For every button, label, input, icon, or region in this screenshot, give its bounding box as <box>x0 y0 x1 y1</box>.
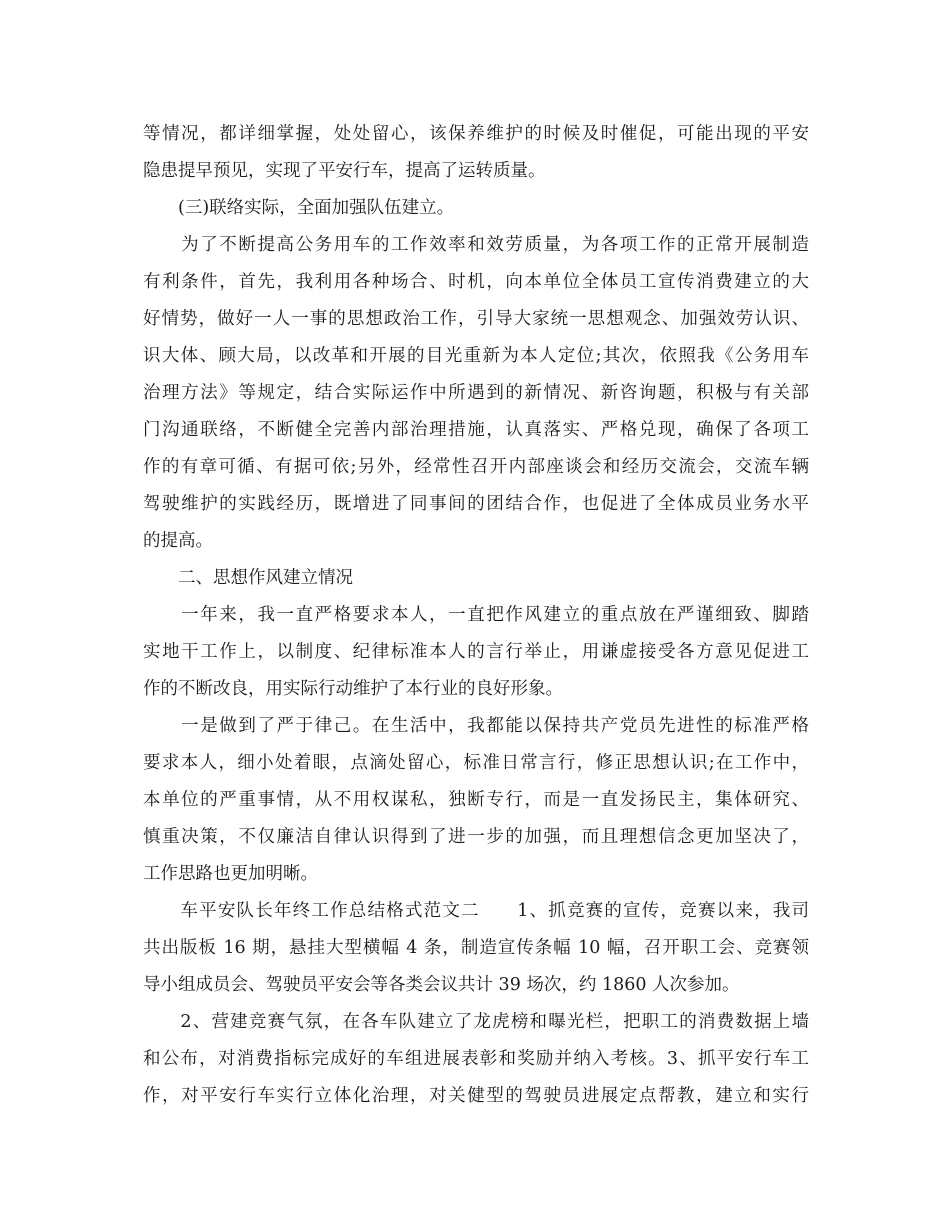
text-line: 驾驶维护的实践经历，既增进了同事间的团结合作，也促进了全体成员业务水平 <box>143 494 809 514</box>
text-line: 有利条件，首先，我利用各种场合、时机，向本单位全体员工宣传消费建立的大 <box>143 272 809 292</box>
text-line: 治理方法》等规定，结合实际运作中所遇到的新情况、新咨询题，积极与有关部 <box>143 383 809 403</box>
text-line: 作的不断改良，用实际行动维护了本行业的良好形象。 <box>143 679 563 699</box>
text-line: 隐患提早预见，实现了平安行车，提高了运转质量。 <box>143 161 546 181</box>
text-line: 一是做到了严于律己。在生活中，我都能以保持共产党员先进性的标准严格 <box>143 716 809 736</box>
text-line: 一年来，我一直严格要求本人，一直把作风建立的重点放在严谨细致、脚踏 <box>143 605 809 625</box>
text-line: 导小组成员会、驾驶员平安会等各类会议共计 39 场次，约 1860 人次参加。 <box>143 975 740 995</box>
text-line: 作的有章可循、有据可依;另外，经常性召开内部座谈会和经历交流会，交流车辆 <box>143 457 809 477</box>
text-line: 为了不断提高公务用车的工作效率和效劳质量，为各项工作的正常开展制造 <box>143 235 809 255</box>
text-line: 实地干工作上，以制度、纪律标准本人的言行举止，用谦虚接受各方意见促进工 <box>143 642 809 662</box>
text-line: 要求本人，细小处着眼，点滴处留心，标准日常言行，修正思想认识;在工作中， <box>143 753 809 773</box>
text-line: 的提高。 <box>143 531 213 551</box>
text-line: 慎重决策，不仅廉洁自律认识得到了进一步的加强，而且理想信念更加坚决了， <box>143 827 809 847</box>
text-line: 作，对平安行车实行立体化治理，对关健型的驾驶员进展定点帮教，建立和实行 <box>143 1086 809 1106</box>
text-line: 车平安队长年终工作总结格式范文二 1、抓竞赛的宣传，竞赛以来，我司 <box>143 901 809 921</box>
text-line: 好情势，做好一人一事的思想政治工作，引导大家统一思想观念、加强效劳认识、 <box>143 309 809 329</box>
text-line: 识大体、顾大局，以改革和开展的目光重新为本人定位;其次，依照我《公务用车 <box>143 346 809 366</box>
text-line: 二、思想作风建立情况 <box>143 568 353 588</box>
text-line: (三)联络实际，全面加强队伍建立。 <box>143 198 455 218</box>
text-line: 本单位的严重事情，从不用权谋私，独断专行，而是一直发扬民主，集体研究、 <box>143 790 809 810</box>
text-line: 2、营建竞赛气氛，在各车队建立了龙虎榜和曝光栏，把职工的消费数据上墙 <box>143 1012 809 1032</box>
text-line: 门沟通联络，不断健全完善内部治理措施，认真落实、严格兑现，确保了各项工 <box>143 420 809 440</box>
text-line: 等情况，都详细掌握，处处留心，该保养维护的时候及时催促，可能出现的平安 <box>143 124 809 144</box>
text-line: 和公布，对消费指标完成好的车组进展表彰和奖励并纳入考核。3、抓平安行车工 <box>143 1049 809 1069</box>
document-body <box>143 116 809 1115</box>
text-line: 工作思路也更加明晰。 <box>143 864 318 884</box>
text-line: 共出版板 16 期，悬挂大型横幅 4 条，制造宣传条幅 10 幅，召开职工会、竞赛领 <box>143 938 809 958</box>
